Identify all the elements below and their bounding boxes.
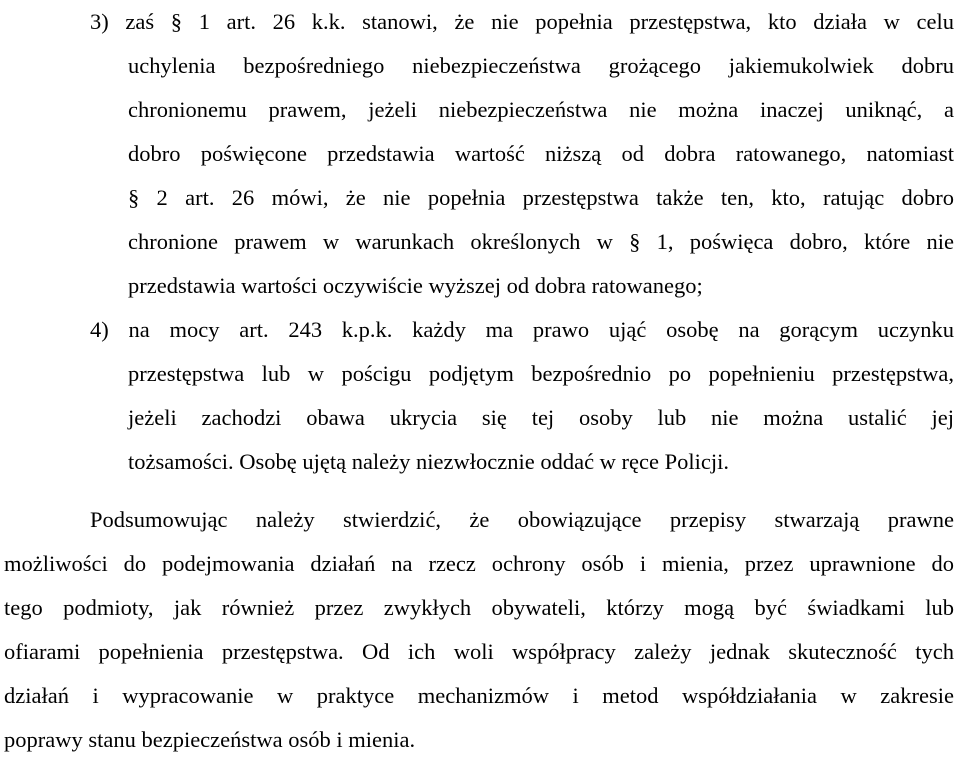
list-item-4-line-2: [128, 352, 954, 396]
text-line: 4) na mocy art. 243 k.p.k. każdy ma prawo ująć osobę na gorącym uczynku: [90, 317, 954, 342]
text-line: tego podmioty, jak również przez zwykłych obywateli, którzy mogą być świadkami lub: [4, 595, 954, 620]
list-item-3-line-3: [128, 88, 954, 132]
text-line: możliwości do podejmowania działań na rzecz ochrony osób i mienia, przez uprawnione do: [4, 551, 954, 576]
list-item-3-line-5: [128, 176, 954, 220]
text-line: dobro poświęcone przedstawia wartość niższą od dobra ratowanego, natomiast: [128, 141, 954, 166]
text-line: § 2 art. 26 mówi, że nie popełnia przestępstwa także ten, kto, ratując dobro: [128, 185, 954, 210]
summary-line-2: [4, 542, 954, 586]
text-line: uchylenia bezpośredniego niebezpieczeństwa grożącego jakiemukolwiek dobru: [128, 53, 954, 78]
list-item-3-line-7: [128, 264, 954, 308]
text-line: działań i wypracowanie w praktyce mechanizmów i metod współdziałania w zakresie: [4, 683, 954, 708]
text-line: Podsumowując należy stwierdzić, że obowiązujące przepisy stwarzają prawne: [90, 507, 954, 532]
text-line: tożsamości. Osobę ujętą należy niezwłocznie oddać w ręce Policji.: [128, 449, 730, 474]
list-item-3-line-2: [128, 44, 954, 88]
list-item-4-line-1: [90, 308, 954, 352]
text-line: przedstawia wartości oczywiście wyższej od dobra ratowanego;: [128, 273, 703, 298]
text-line: poprawy stanu bezpieczeństwa osób i mienia.: [4, 727, 416, 752]
summary-line-1: [90, 498, 954, 542]
list-item-3-line-6: [128, 220, 954, 264]
text-line: ofiarami popełnienia przestępstwa. Od ich woli współpracy zależy jednak skuteczność tych: [4, 639, 954, 664]
text-line: chronione prawem w warunkach określonych w § 1, poświęca dobro, które nie: [128, 229, 954, 254]
list-item-3-line-4: [128, 132, 954, 176]
text-line: jeżeli zachodzi obawa ukrycia się tej osoby lub nie można ustalić jej: [128, 405, 954, 430]
summary-line-4: [4, 630, 954, 674]
text-line: chronionemu prawem, jeżeli niebezpieczeństwa nie można inaczej uniknąć, a: [128, 97, 954, 122]
summary-line-5: [4, 674, 954, 718]
list-item-4-line-3: [128, 396, 954, 440]
summary-line-6: [4, 718, 954, 762]
text-line: przestępstwa lub w pościgu podjętym bezpośrednio po popełnieniu przestępstwa,: [128, 361, 954, 386]
text-line: 3) zaś § 1 art. 26 k.k. stanowi, że nie popełnia przestępstwa, kto działa w celu: [90, 9, 954, 34]
list-item-3-line-1: [90, 0, 954, 44]
summary-line-3: [4, 586, 954, 630]
list-item-4-line-4: [128, 440, 954, 484]
